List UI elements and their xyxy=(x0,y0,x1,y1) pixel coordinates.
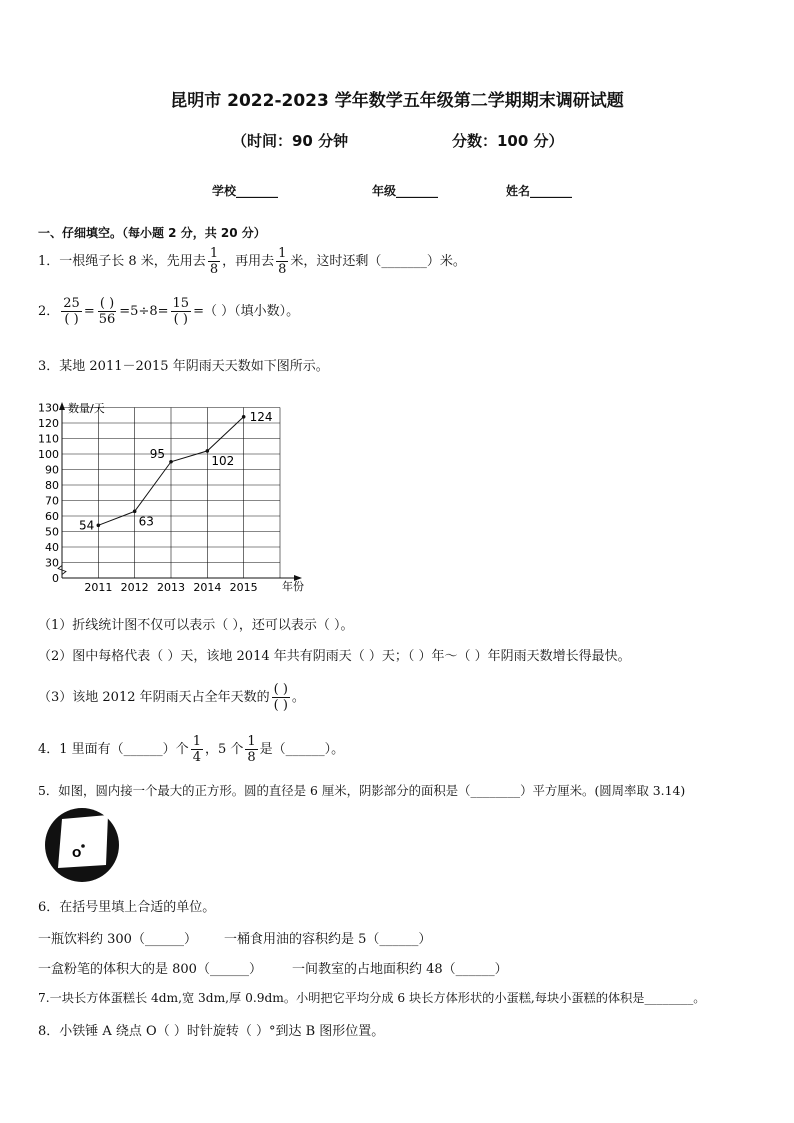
center-label: O xyxy=(72,847,82,860)
y-axis-arrow xyxy=(59,402,65,410)
question-6-b: 一桶食用油的容积约是 5（______） xyxy=(224,932,432,947)
question-3-2: （2）图中每格代表（ ）天，该地 2014 年共有阴雨天（ ）天；（ ）年～（ ）年阴雨天数增长得最快。 xyxy=(38,649,631,664)
fraction: $\frac{25}{( )}$ xyxy=(63,296,80,327)
question-6: 6．在括号里填上合适的单位。 xyxy=(38,900,216,915)
y-axis-label: 数量/天 xyxy=(68,402,105,415)
y-tick-label: 0 xyxy=(52,572,59,585)
y-tick-labels xyxy=(38,402,59,586)
data-point xyxy=(242,415,246,419)
fraction: $\frac{1}{8}$ xyxy=(247,734,256,765)
y-tick-label: 30 xyxy=(45,556,59,570)
data-label: 63 xyxy=(138,514,154,529)
school-field: 学校_______ xyxy=(212,184,279,198)
data-label: 124 xyxy=(249,409,273,424)
question-4: 4．1 里面有（______）个 $\frac{1}{4}$ ，5 个 $\frac{1}{8}$ 是（______）。 xyxy=(38,734,345,765)
question-6-a: 一瓶饮料约 300（______） xyxy=(38,932,197,947)
question-2: 2． $\frac{25}{( )}$ = $\frac{( )}{56}$ =5÷8= $\frac{15}{( )}$ =（ ）（填小数）。 xyxy=(38,296,300,327)
time-label: （时间：90 分钟 xyxy=(232,132,349,150)
line-chart xyxy=(34,396,324,606)
x-axis-label: 年份 xyxy=(282,580,304,593)
x-tick-label: 2012 xyxy=(120,581,149,594)
data-label: 54 xyxy=(79,518,95,533)
y-tick-label: 130 xyxy=(38,401,59,415)
y-tick-label: 40 xyxy=(45,541,59,554)
circle-square-figure xyxy=(42,806,124,884)
score-label: 分数：100 分） xyxy=(452,132,564,150)
data-label: 102 xyxy=(211,453,235,468)
fraction: $\frac{( )}{( )}$ xyxy=(273,682,288,713)
y-tick-label: 120 xyxy=(38,417,59,430)
y-tick-label: 100 xyxy=(38,448,59,461)
fraction: $\frac{1}{8}$ xyxy=(278,246,287,277)
x-tick-label: 2014 xyxy=(193,581,222,594)
question-3-1: （1）折线统计图不仅可以表示（ ），还可以表示（ ）。 xyxy=(38,618,354,633)
question-3-3: （3）该地 2012 年阴雨天占全年天数的 $\frac{( )}{( )}$ 。 xyxy=(38,682,305,713)
question-6-d: 一间教室的占地面积约 48（______） xyxy=(292,962,508,977)
data-point xyxy=(169,460,173,464)
data-point xyxy=(133,510,137,514)
x-tick-labels xyxy=(84,581,257,594)
inscribed-square xyxy=(58,815,108,868)
question-8: 8．小铁锤 A 绕点 O（ ）时针旋转（ ）°到达 B 图形位置。 xyxy=(38,1024,385,1039)
fraction: $\frac{( )}{56}$ xyxy=(98,296,116,327)
grade-field: 年级_______ xyxy=(372,184,439,198)
section-title: 一、仔细填空。（每小题 2 分，共 20 分） xyxy=(38,226,266,240)
y-tick-label: 90 xyxy=(45,463,59,477)
y-tick-label: 70 xyxy=(45,494,59,508)
question-7: 7.一块长方体蛋糕长 4dm,宽 3dm,厚 0.9dm。小明把它平均分成 6 块长方体形状的小蛋糕,每块小蛋糕的体积是________。 xyxy=(38,991,706,1005)
question-6-c: 一盒粉笔的体积大的是 800（______） xyxy=(38,962,262,977)
chart-axes xyxy=(58,402,302,581)
data-point xyxy=(206,449,210,453)
x-tick-label: 2011 xyxy=(84,581,113,594)
x-tick-label: 2015 xyxy=(229,581,258,594)
page-title: 昆明市 2022-2023 学年数学五年级第二学期期末调研试题 xyxy=(170,91,624,111)
x-tick-label: 2013 xyxy=(157,581,185,594)
fraction: $\frac{15}{( )}$ xyxy=(172,296,190,327)
y-tick-label: 80 xyxy=(45,479,59,492)
question-1: 1．一根绳子长 8 米，先用去 $\frac{1}{8}$ ，再用去 $\frac{1}{8}$ 米，这时还剩（_______）米。 xyxy=(38,246,466,277)
data-point xyxy=(97,524,101,528)
y-tick-label: 60 xyxy=(45,510,59,523)
data-label: 95 xyxy=(149,446,165,461)
chart-grid xyxy=(62,408,280,579)
fraction: $\frac{1}{4}$ xyxy=(192,734,201,765)
fraction: $\frac{1}{8}$ xyxy=(209,246,219,277)
y-tick-label: 110 xyxy=(38,432,59,446)
question-5: 5．如图，圆内接一个最大的正方形。圆的直径是 6 厘米，阴影部分的面积是（________）平方厘米。(圆周率取 3.14) xyxy=(38,783,686,798)
center-point xyxy=(81,844,85,848)
y-tick-label: 50 xyxy=(45,525,59,539)
question-3: 3．某地 2011－2015 年阴雨天天数如下图所示。 xyxy=(38,359,329,374)
name-field: 姓名_______ xyxy=(506,184,573,198)
